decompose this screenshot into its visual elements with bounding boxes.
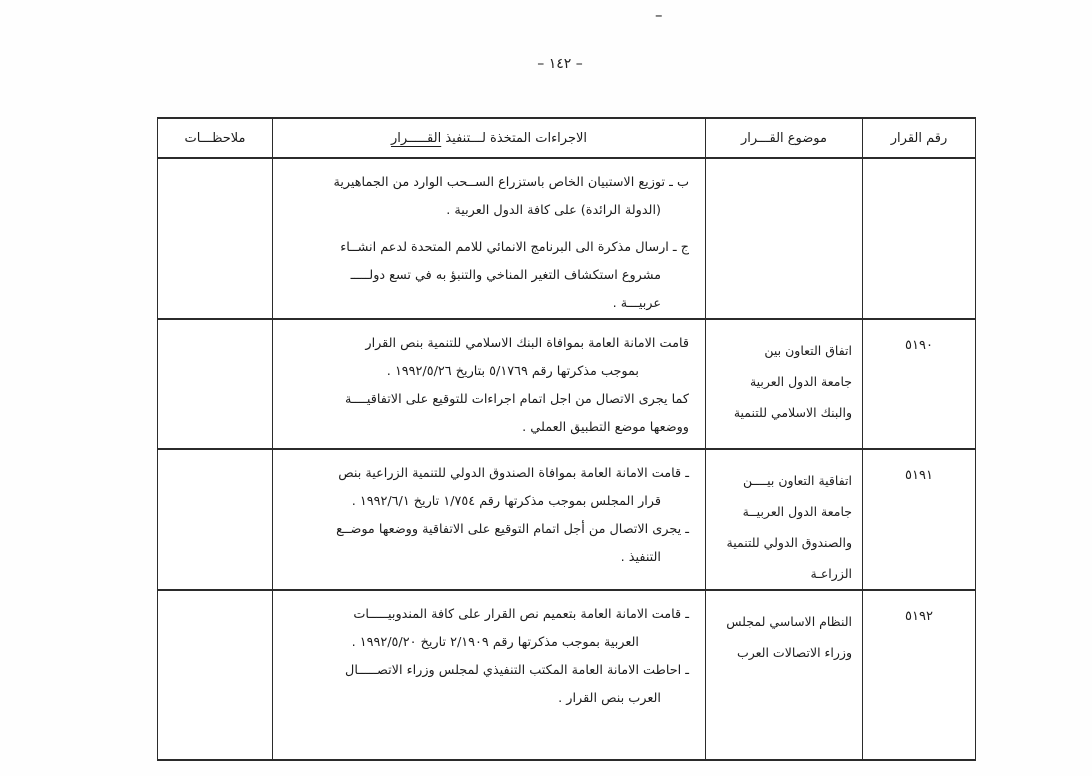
- subject-line: وزراء الاتصالات العرب: [736, 645, 852, 660]
- action-line: ب ـ توزيع الاستبيان الخاص باستزراع الســحب الوارد من الجماهيرية: [333, 175, 689, 190]
- decision-number-cell: [863, 158, 976, 319]
- action-line: ـ قامت الامانة العامة بموافاة الصندوق الدولي للتنمية الزراعية بنص: [338, 466, 689, 481]
- notes-cell: [158, 590, 273, 760]
- top-margin-dash: –: [655, 6, 663, 24]
- subject-line: جامعة الدول العربيــة: [742, 504, 852, 519]
- table-row-5191: [158, 449, 976, 590]
- action-line: العربية بموجب مذكرتها رقم ٢/١٩٠٩ تاريخ ١٩٩٢/٥/٢٠ .: [351, 635, 639, 650]
- header-decision-subject: موضوع القـــرار: [706, 118, 863, 158]
- table-row-5192: [158, 590, 976, 760]
- subject-line: جامعة الدول العربية: [749, 374, 852, 389]
- decision-number-cell: ٥١٩٢: [863, 590, 976, 760]
- decision-subject-cell: [706, 319, 863, 449]
- header-actions: [273, 118, 706, 158]
- notes-cell: [158, 449, 273, 590]
- subject-line: الزراعـة: [810, 566, 852, 581]
- header-actions-underlined-text: القـــــرار: [390, 130, 442, 146]
- decision-subject-cell: [706, 158, 863, 319]
- decision-subject-cell: [706, 590, 863, 760]
- subject-line: اتفاقية التعاون بيــــن: [742, 473, 852, 488]
- decision-number-cell: ٥١٩١: [863, 449, 976, 590]
- action-line: ووضعها موضع التطبيق العملي .: [522, 420, 689, 435]
- action-line: بموجب مذكرتها رقم ٥/١٧٦٩ بتاريخ ١٩٩٢/٥/٢٦ .: [386, 364, 639, 379]
- action-line: ـ يجرى الاتصال من أجل اتمام التوقيع على الاتفاقية ووضعها موضــع: [336, 522, 689, 537]
- decisions-table: [157, 117, 976, 761]
- table-header-row: [158, 118, 976, 158]
- subject-line: والبنك الاسلامي للتنمية: [733, 405, 852, 420]
- subject-line: والصندوق الدولي للتنمية: [726, 535, 852, 550]
- header-actions-text: الاجراءات المتخذة لـــتنفيذ: [445, 130, 588, 146]
- subject-line: النظام الاساسي لمجلس: [726, 614, 852, 629]
- action-line: ج ـ ارسال مذكرة الى البرنامج الانمائي للامم المتحدة لدعم انشــاء: [340, 240, 689, 255]
- actions-cell: [273, 319, 706, 449]
- action-line: العرب بنص القرار .: [558, 691, 661, 706]
- header-notes: ملاحظـــات: [158, 118, 273, 158]
- action-line: (الدولة الرائدة) على كافة الدول العربية .: [446, 203, 661, 218]
- actions-cell: [273, 590, 706, 760]
- table-row-5190: [158, 319, 976, 449]
- header-decision-number: رقم القرار: [863, 118, 976, 158]
- notes-cell: [158, 158, 273, 319]
- actions-cell: [273, 449, 706, 590]
- action-line: مشروع استكشاف التغير المناخي والتنبؤ به في تسع دولـــــ: [350, 268, 661, 283]
- action-line: قرار المجلس بموجب مذكرتها رقم ١/٧٥٤ تاريخ ١٩٩٢/٦/١ .: [351, 494, 661, 509]
- notes-cell: [158, 319, 273, 449]
- table-row-continuation: [158, 158, 976, 319]
- action-line: ـ قامت الامانة العامة بتعميم نص القرار على كافة المندوبيـــــات: [353, 607, 689, 622]
- decision-number-cell: ٥١٩٠: [863, 319, 976, 449]
- action-line: عربيـــة .: [612, 296, 661, 311]
- action-line: ـ احاطت الامانة العامة المكتب التنفيذي لمجلس وزراء الاتصـــــال: [345, 663, 689, 678]
- decision-subject-cell: [706, 449, 863, 590]
- action-line: قامت الامانة العامة بموافاة البنك الاسلامي للتنمية بنص القرار: [365, 336, 689, 351]
- page-number: – ١٤٢ –: [537, 56, 583, 72]
- subject-line: اتفاق التعاون بين: [764, 343, 852, 358]
- action-line: التنفيذ .: [620, 550, 661, 565]
- action-line: كما يجرى الاتصال من اجل اتمام اجراءات للتوقيع على الاتفاقيــــة: [345, 392, 689, 407]
- actions-cell: [273, 158, 706, 319]
